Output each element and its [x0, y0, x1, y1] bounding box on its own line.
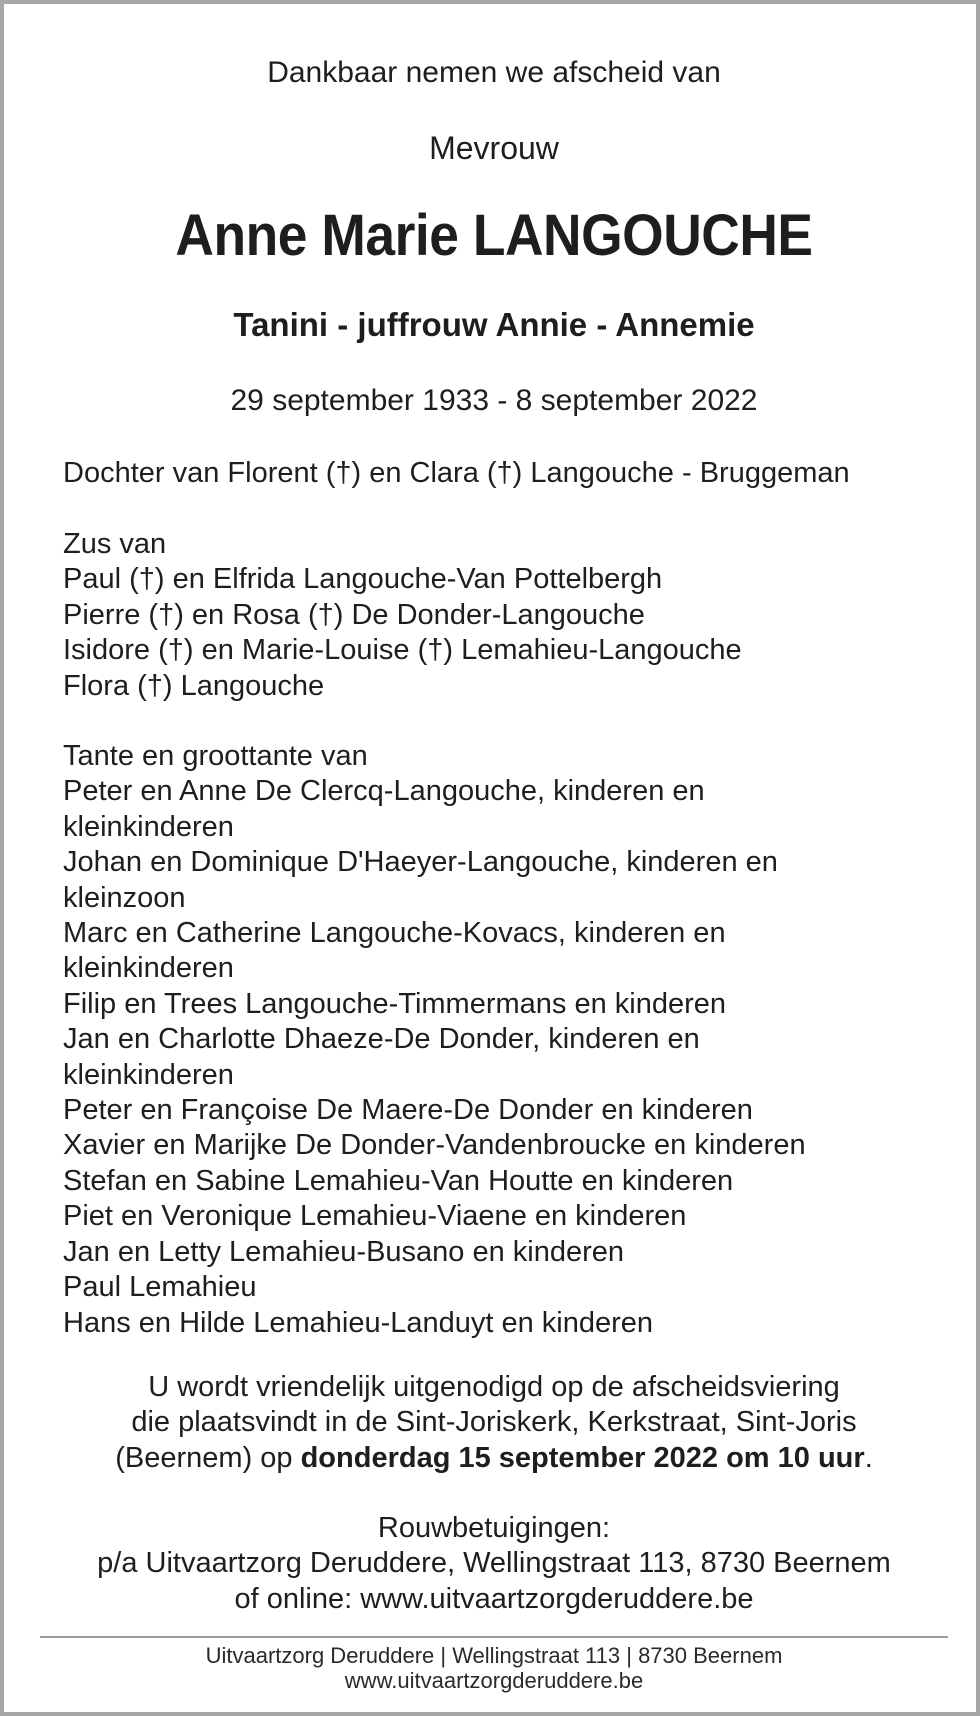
- family-line: Jan en Letty Lemahieu-Busano en kinderen: [63, 1235, 625, 1268]
- family-line: Johan en Dominique D'Haeyer-Langouche, kinderen en: [63, 846, 778, 879]
- life-dates: 29 september 1933 - 8 september 2022: [230, 384, 758, 417]
- intro-text: Dankbaar nemen we afscheid van: [267, 56, 721, 89]
- family-line: Isidore (†) en Marie-Louise (†) Lemahieu-Langouche: [63, 634, 742, 667]
- condolences-section: [4, 1511, 980, 1617]
- nicknames: Tanini - juffrouw Annie - Annemie: [233, 306, 755, 343]
- family-line: kleinzoon: [63, 881, 186, 914]
- family-line: Hans en Hilde Lemahieu-Landuyt en kinderen: [63, 1306, 654, 1339]
- footer: [4, 1644, 980, 1693]
- family-line: Marc en Catherine Langouche-Kovacs, kinderen en: [63, 917, 726, 950]
- family-line: kleinkinderen: [63, 1058, 234, 1091]
- family-line: Paul (†) en Elfrida Langouche-Van Pottelbergh: [63, 563, 663, 596]
- deceased-name: Anne Marie LANGOUCHE: [175, 203, 813, 268]
- family-line: Paul Lemahieu: [63, 1271, 257, 1304]
- family-line: Peter en Françoise De Maere-De Donder en kinderen: [63, 1094, 753, 1127]
- footer-website: www.uitvaartzorgderuddere.be: [344, 1667, 644, 1693]
- invitation-text: [4, 1370, 980, 1476]
- daughter-of: Dochter van Florent (†) en Clara (†) Langouche - Bruggeman: [63, 457, 850, 489]
- condolences-address: p/a Uitvaartzorg Deruddere, Wellingstraat 113, 8730 Beernem: [97, 1547, 891, 1580]
- family-line: Pierre (†) en Rosa (†) De Donder-Langouche: [63, 598, 645, 631]
- invitation-prefix: (Beernem) op: [115, 1441, 301, 1474]
- sister-heading: Zus van: [63, 528, 167, 560]
- invitation-line: U wordt vriendelijk uitgenodigd op de afscheidsviering: [148, 1371, 840, 1403]
- family-line: Xavier en Marijke De Donder-Vandenbroucke en kinderen: [63, 1129, 806, 1162]
- footer-address: Uitvaartzorg Deruddere | Wellingstraat 113 | 8730 Beernem: [205, 1643, 783, 1668]
- condolences-online: of online: www.uitvaartzorgderuddere.be: [234, 1582, 754, 1615]
- condolences-heading: Rouwbetuigingen:: [377, 1512, 611, 1544]
- family-line: Stefan en Sabine Lemahieu-Van Houtte en kinderen: [63, 1164, 734, 1197]
- family-line: Piet en Veronique Lemahieu-Viaene en kinderen: [63, 1200, 687, 1233]
- sister-of-section: [63, 527, 923, 704]
- salutation: Mevrouw: [429, 130, 559, 166]
- invitation-suffix: .: [864, 1441, 873, 1474]
- family-line: Jan en Charlotte Dhaeze-De Donder, kinderen en: [63, 1023, 700, 1056]
- family-line: kleinkinderen: [63, 810, 234, 843]
- family-line: Peter en Anne De Clercq-Langouche, kinderen en: [63, 775, 705, 808]
- family-line: Filip en Trees Langouche-Timmermans en kinderen: [63, 987, 727, 1020]
- ceremony-datetime: donderdag 15 september 2022 om 10 uur: [300, 1441, 865, 1474]
- aunt-heading: Tante en groottante van: [63, 740, 368, 772]
- invitation-line: die plaatsvindt in de Sint-Joriskerk, Kerkstraat, Sint-Joris: [131, 1406, 857, 1439]
- invitation-line: [4, 1441, 980, 1476]
- aunt-of-section: [63, 739, 923, 1341]
- family-line: Flora (†) Langouche: [63, 669, 325, 702]
- footer-divider: [40, 1636, 948, 1638]
- family-line: kleinkinderen: [63, 952, 234, 985]
